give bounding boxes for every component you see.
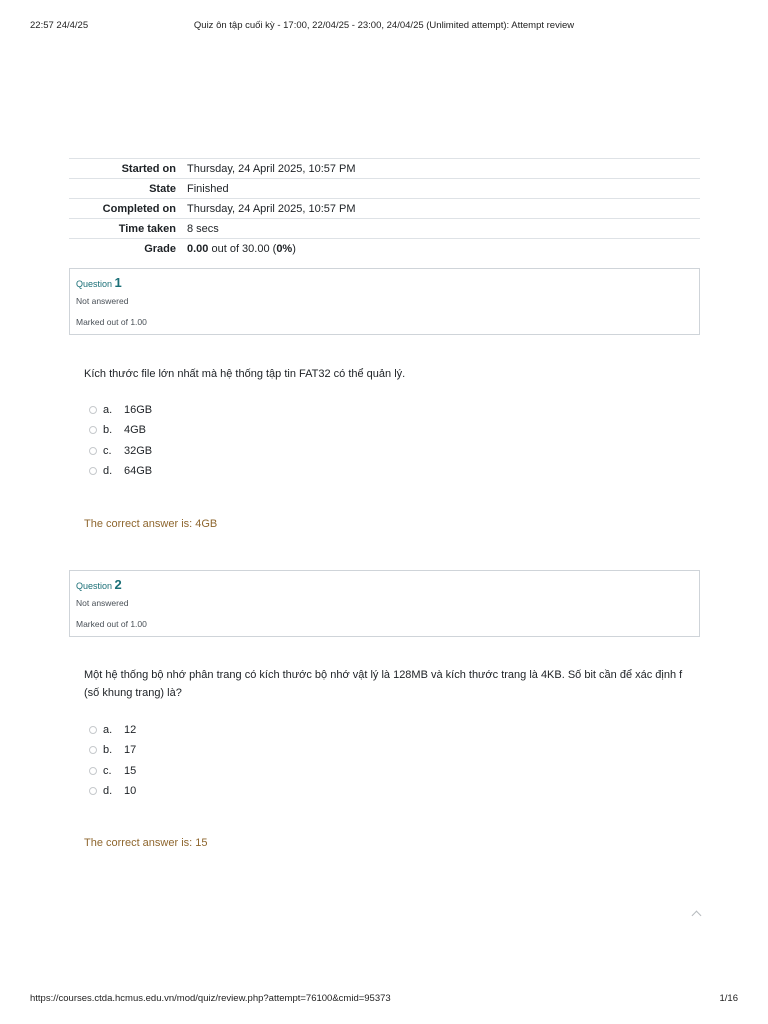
option-letter: c. [103,444,112,457]
print-url: https://courses.ctda.hcmus.edu.vn/mod/quiz/review.php?attempt=76100&cmid=95373 [30,993,391,1004]
grade-mid: out of 30.00 ( [208,242,277,255]
answer-option[interactable] [89,420,152,440]
option-letter: a. [103,724,113,737]
question-text-2: Một hệ thống bộ nhớ phân trang có kích thước bộ nhớ vật lý là 128MB và kích thước trang là 4KB. Số bit cần để xác định f (số khung trang) là? [84,669,683,699]
summary-value: Thursday, 24 April 2025, 10:57 PM [187,202,356,215]
answer-option[interactable] [89,441,152,461]
radio-icon[interactable] [89,726,97,734]
summary-value: Thursday, 24 April 2025, 10:57 PM [187,162,356,175]
radio-icon[interactable] [89,447,97,455]
answer-option[interactable] [89,720,136,740]
answer-option[interactable] [89,781,136,801]
option-text: 17 [124,744,137,757]
radio-icon[interactable] [89,406,97,414]
option-text: 10 [124,785,137,798]
option-text: 12 [124,724,137,737]
question-label: Question [76,279,115,289]
question-info-1 [69,268,700,335]
print-title: Quiz ôn tập cuối kỳ - 17:00, 22/04/25 - 23:00, 24/04/25 (Unlimited attempt): Attempt review [193,20,575,31]
radio-icon[interactable] [89,767,97,775]
print-header [0,20,768,32]
summary-label: State [149,182,176,195]
summary-row-started [69,159,700,179]
summary-label: Grade [144,242,176,255]
question-state: Not answered [76,598,129,608]
question-number [76,275,122,290]
question-number [76,577,122,592]
radio-icon[interactable] [89,787,97,795]
answer-option[interactable] [89,761,136,781]
answer-options-1 [89,400,152,481]
option-text: 64GB [124,465,153,478]
summary-label: Started on [121,162,176,175]
summary-label: Time taken [118,222,176,235]
option-text: 4GB [124,424,147,437]
summary-value: 8 secs [187,222,219,235]
option-text: 32GB [124,444,153,457]
question-label: Question [76,581,115,591]
question-number-value: 1 [114,275,122,290]
radio-icon[interactable] [89,426,97,434]
answer-option[interactable] [89,400,152,420]
answer-option[interactable] [89,740,136,760]
summary-row-state [69,179,700,199]
answer-option[interactable] [89,461,152,481]
grade-end: ) [292,242,296,255]
option-letter: c. [103,764,112,777]
option-text: 16GB [124,404,153,417]
question-grade: Marked out of 1.00 [76,619,147,629]
radio-icon[interactable] [89,746,97,754]
print-datetime: 22:57 24/4/25 [30,20,89,31]
option-letter: d. [103,785,113,798]
print-footer [0,993,768,1005]
chevron-up-icon[interactable] [692,911,702,921]
option-letter: b. [103,744,113,757]
correct-answer-feedback-2: The correct answer is: 15 [84,837,208,849]
correct-answer-feedback-1: The correct answer is: 4GB [84,518,218,530]
question-text-1: Kích thước file lớn nhất mà hệ thống tập tin FAT32 có thể quản lý. [84,368,406,380]
question-grade: Marked out of 1.00 [76,317,147,327]
summary-row-grade [69,239,700,259]
summary-row-time [69,219,700,239]
attempt-summary-table [69,158,700,259]
answer-options-2 [89,720,136,801]
option-letter: a. [103,404,113,417]
print-page-number: 1/16 [719,993,738,1004]
grade-score: 0.00 [187,242,209,255]
summary-value: Finished [187,182,229,195]
summary-value [182,239,700,259]
question-state: Not answered [76,296,129,306]
question-number-value: 2 [114,577,122,592]
question-info-2 [69,570,700,637]
option-letter: b. [103,424,113,437]
radio-icon[interactable] [89,467,97,475]
option-text: 15 [124,764,137,777]
grade-percent: 0% [276,242,293,255]
option-letter: d. [103,465,113,478]
summary-row-completed [69,199,700,219]
summary-label: Completed on [102,202,176,215]
